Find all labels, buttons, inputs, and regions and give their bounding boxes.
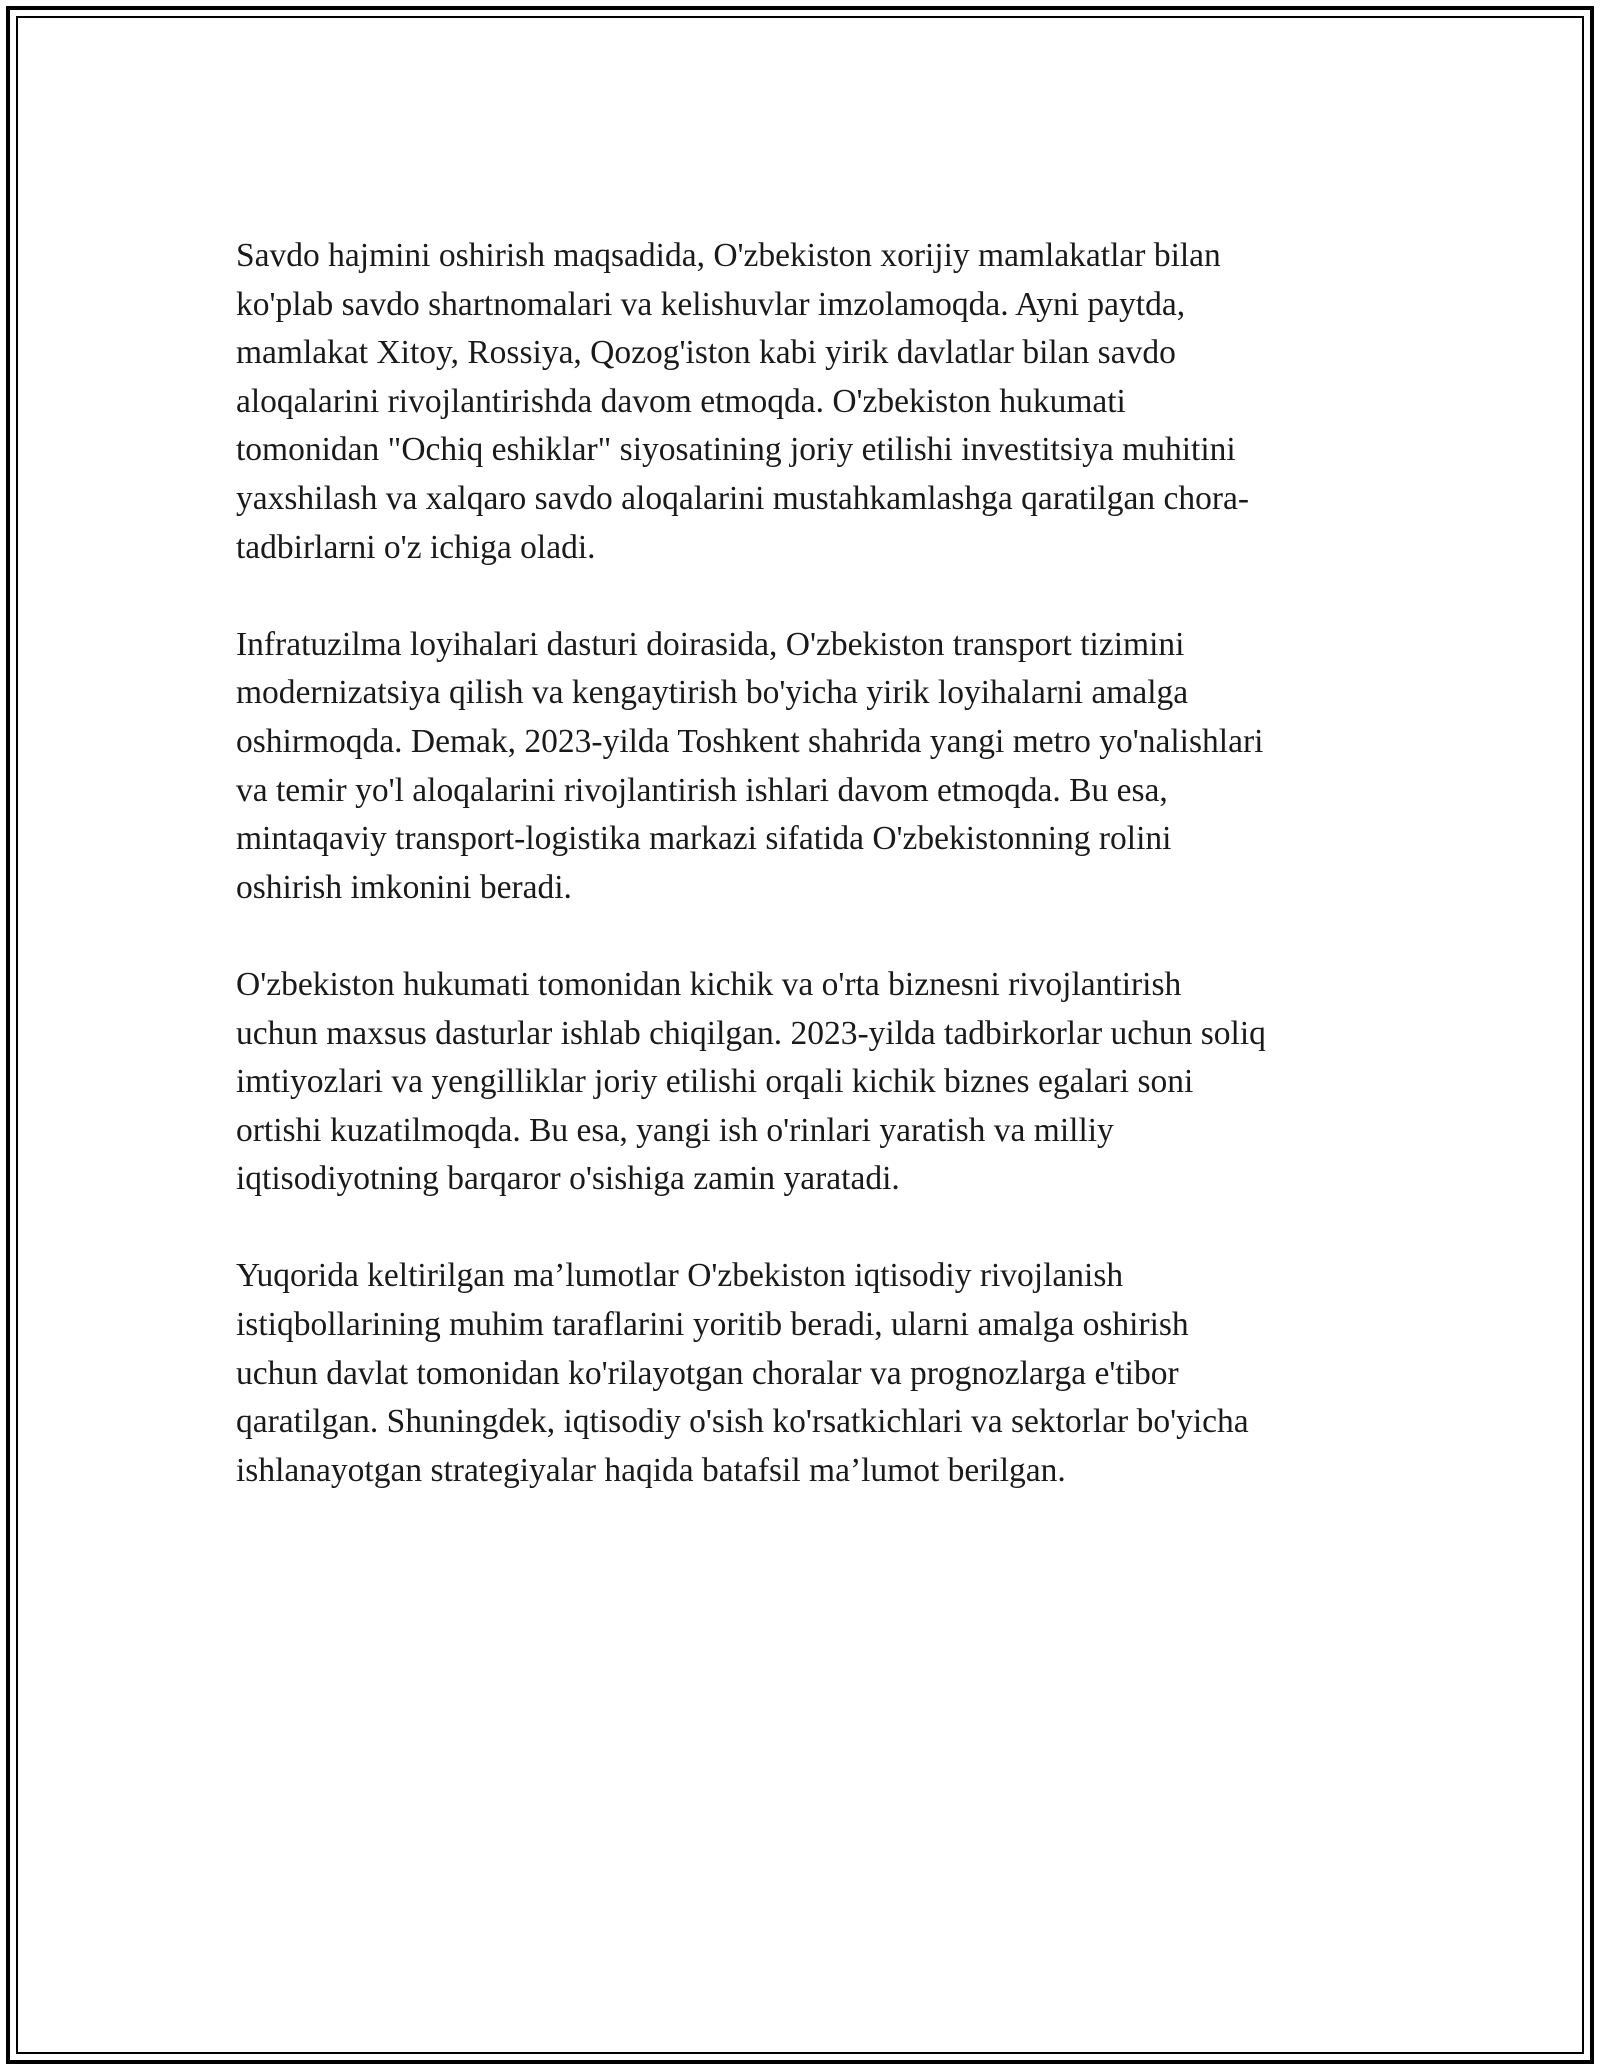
- text-line: O'zbekiston hukumati tomonidan kichik va o'rta biznesni rivojlantirish: [236, 965, 1182, 1003]
- text-line: Yuqorida keltirilgan ma’lumotlar O'zbekiston iqtisodiy rivojlanish: [236, 1257, 1124, 1295]
- text-line: qaratilgan. Shuningdek, iqtisodiy o'sish ko'rsatkichlari va sektorlar bo'yicha: [236, 1403, 1249, 1441]
- text-line: ishlanayotgan strategiyalar haqida batafsil ma’lumot berilgan.: [236, 1451, 1066, 1489]
- text-line: modernizatsiya qilish va kengaytirish bo'yicha yirik loyihalarni amalga: [236, 674, 1189, 712]
- text-line: yaxshilash va xalqaro savdo aloqalarini mustahkamlashga qaratilgan chora-: [236, 479, 1250, 517]
- text-line: tadbirlarni o'z ichiga oladi.: [236, 528, 596, 566]
- text-line: uchun maxsus dasturlar ishlab chiqilgan. 2023-yilda tadbirkorlar uchun soliq: [236, 1014, 1266, 1052]
- text-line: tomonidan "Ochiq eshiklar" siyosatining joriy etilishi investitsiya muhitini: [236, 431, 1236, 469]
- text-line: istiqbollarining muhim taraflarini yoritib beradi, ularni amalga oshirish: [236, 1306, 1189, 1344]
- text-line: ortishi kuzatilmoqda. Bu esa, yangi ish o'rinlari yaratish va milliy: [236, 1111, 1114, 1149]
- paragraph-infrastructure: [236, 621, 1386, 913]
- text-line: va temir yo'l aloqalarini rivojlantirish ishlari davom etmoqda. Bu esa,: [236, 771, 1168, 809]
- text-line: uchun davlat tomonidan ko'rilayotgan choralar va prognozlarga e'tibor: [236, 1354, 1179, 1392]
- text-line: aloqalarini rivojlantirishda davom etmoqda. O'zbekiston hukumati: [236, 382, 1126, 420]
- text-line: mintaqaviy transport-logistika markazi sifatida O'zbekistonning rolini: [236, 820, 1172, 858]
- text-line: iqtisodiyotning barqaror o'sishiga zamin yaratadi.: [236, 1160, 900, 1198]
- text-line: Infratuzilma loyihalari dasturi doirasida, O'zbekiston transport tizimini: [236, 625, 1185, 663]
- paragraph-business: [236, 961, 1386, 1204]
- text-line: oshirmoqda. Demak, 2023-yilda Toshkent shahrida yangi metro yo'nalishlari: [236, 722, 1264, 760]
- text-line: Savdo hajmini oshirish maqsadida, O'zbekiston xorijiy mamlakatlar bilan: [236, 237, 1221, 274]
- paragraph-summary: [236, 1252, 1386, 1495]
- text-line: imtiyozlari va yengilliklar joriy etilishi orqali kichik biznes egalari soni: [236, 1063, 1194, 1101]
- text-line: mamlakat Xitoy, Rossiya, Qozog'iston kabi yirik davlatlar bilan savdo: [236, 334, 1176, 372]
- paragraph-trade: [236, 232, 1386, 572]
- text-line: oshirish imkonini beradi.: [236, 868, 572, 906]
- document-body: [236, 232, 1386, 1544]
- text-line: ko'plab savdo shartnomalari va kelishuvlar imzolamoqda. Ayni paytda,: [236, 285, 1186, 323]
